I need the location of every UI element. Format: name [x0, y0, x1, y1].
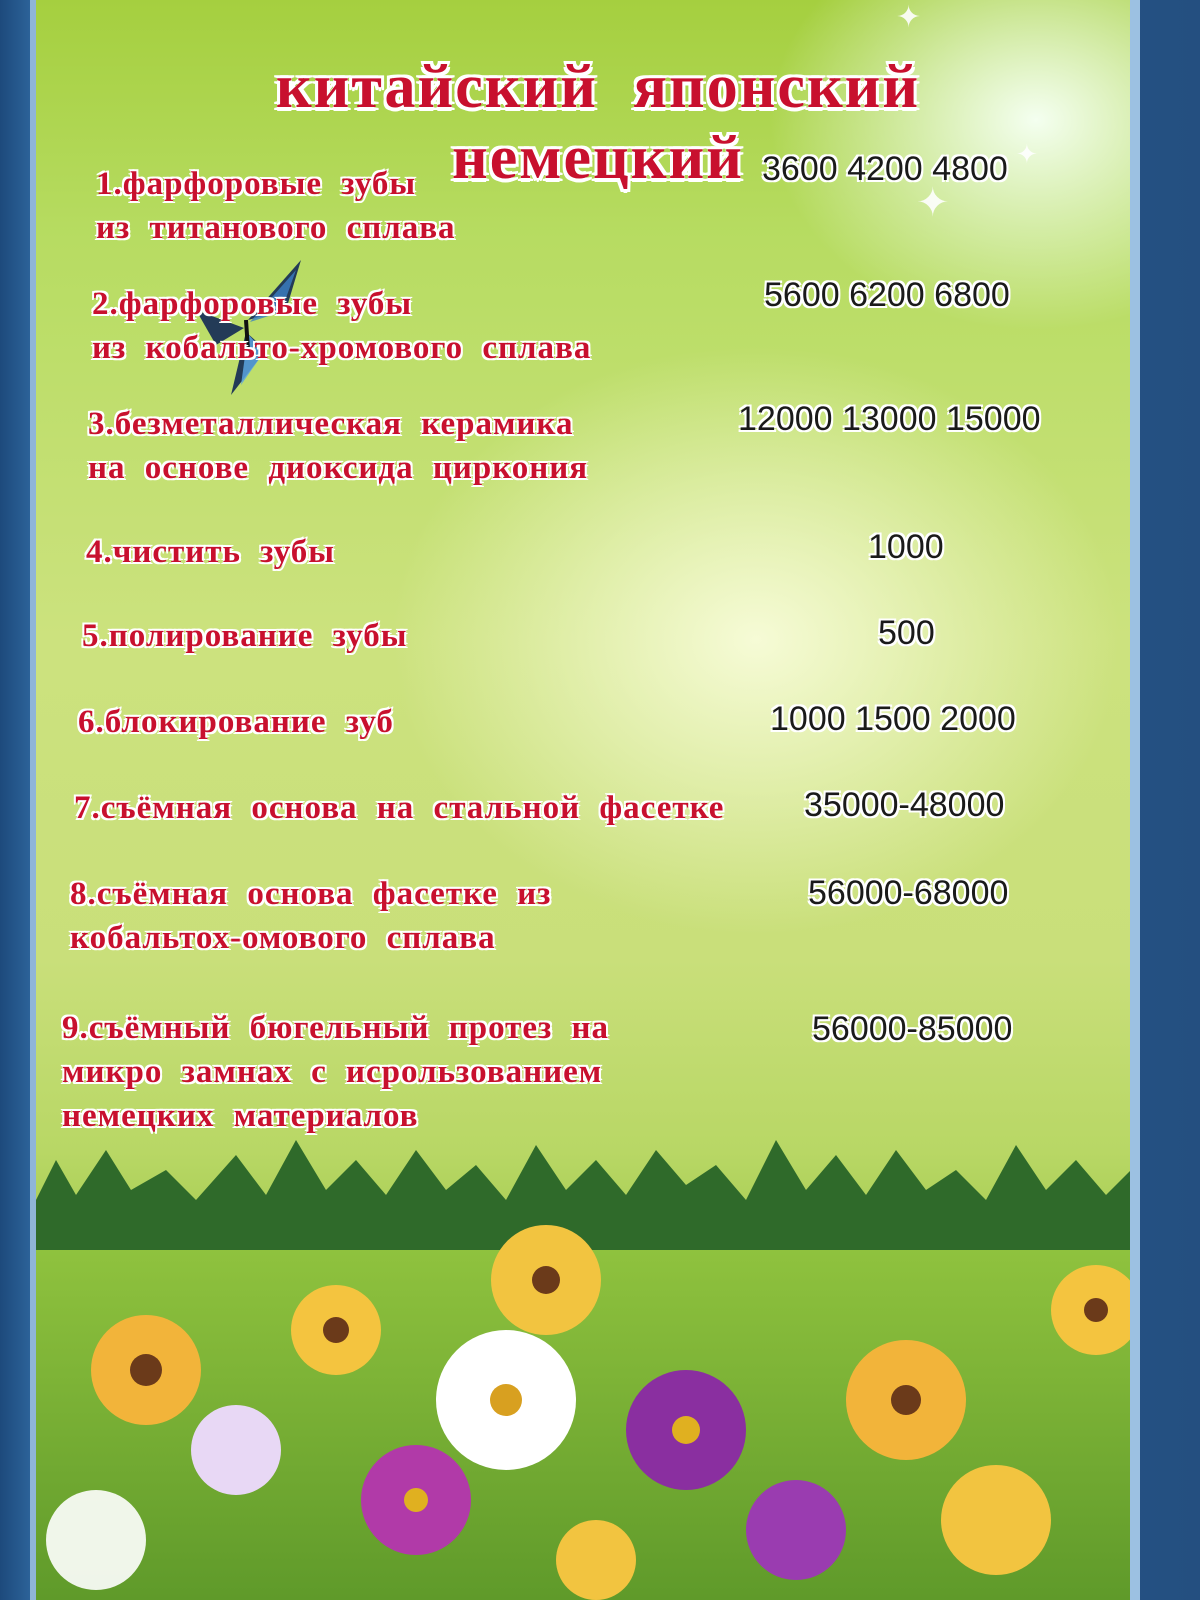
item-text-line: на основе диоксида циркония: [88, 450, 589, 486]
item-text-line: 7.съёмная основа на стальной фасетке: [74, 790, 725, 826]
list-item: [62, 1006, 609, 1138]
item-text-line: 5.полирование зубы: [82, 618, 408, 654]
item-price: 5600 6200 6800: [764, 276, 1010, 314]
item-price: 56000-68000: [808, 874, 1009, 912]
item-text-line: микро замнах с исрользованием: [62, 1054, 603, 1090]
list-item: [82, 614, 408, 658]
item-price: 35000-48000: [804, 786, 1005, 824]
item-text-line: 1.фарфоровые зубы: [96, 166, 417, 202]
item-price: 1000: [868, 528, 944, 566]
item-text-line: 4.чистить зубы: [86, 534, 336, 570]
list-item: [88, 402, 588, 490]
meadow-illustration: [36, 1140, 1140, 1600]
item-price: 500: [878, 614, 935, 652]
page-title: китайский японский немецкий: [275, 53, 921, 192]
item-price: 56000-85000: [812, 1010, 1013, 1048]
list-item: [70, 872, 551, 960]
item-text-line: кобальтох-омового сплава: [70, 920, 496, 956]
list-item: [86, 530, 335, 574]
item-text-line: из титанового сплава: [96, 210, 456, 246]
item-text-line: немецких материалов: [62, 1098, 419, 1134]
item-price: 12000 13000 15000: [738, 400, 1041, 438]
item-text-line: 3.безметаллическая керамика: [88, 406, 574, 442]
item-text-line: 8.съёмная основа фасетке из: [70, 876, 552, 912]
sparkle-icon: ✦: [896, 0, 922, 35]
item-text-line: 9.съёмный бюгельный протез на: [62, 1010, 610, 1046]
list-item: [74, 786, 724, 830]
sparkle-icon: ✦: [916, 180, 950, 226]
list-item: [92, 282, 591, 370]
list-item: [78, 700, 394, 744]
list-item: [96, 162, 456, 250]
price-list-sheet: [30, 0, 1140, 1600]
item-price: 3600 4200 4800: [762, 150, 1008, 188]
item-price: 1000 1500 2000: [770, 700, 1016, 738]
item-text-line: 2.фарфоровые зубы: [92, 286, 413, 322]
item-text-line: 6.блокирование зуб: [78, 704, 394, 740]
sparkle-icon: ✦: [1016, 140, 1038, 170]
item-text-line: из кобальто-хромового сплава: [92, 330, 592, 366]
